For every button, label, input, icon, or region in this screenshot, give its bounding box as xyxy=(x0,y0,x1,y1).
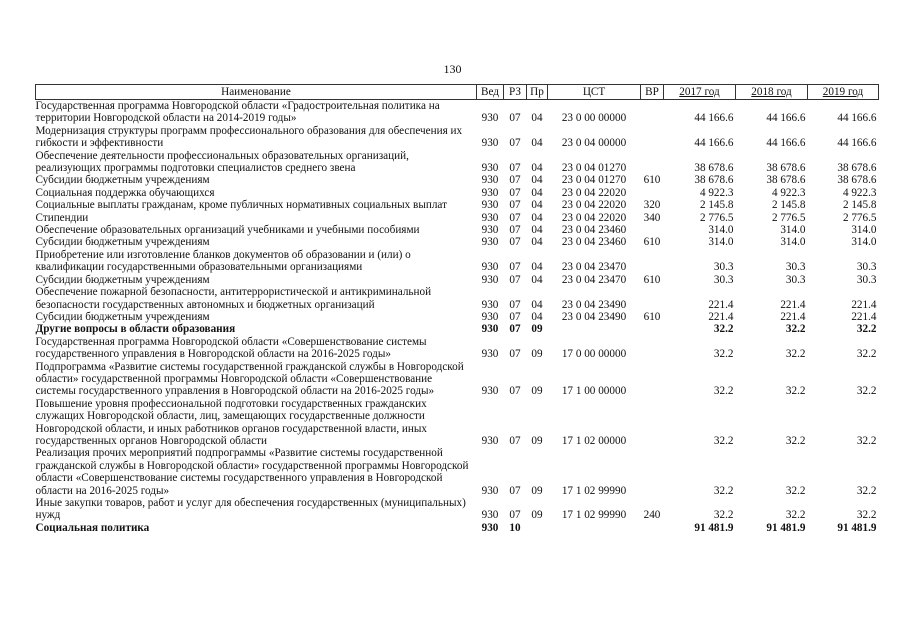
cell-y2017: 30.3 xyxy=(713,273,734,286)
cell-y2018: 32.2 xyxy=(785,323,806,336)
cell-rz: 07 xyxy=(509,186,521,199)
cell-y2017: 30.3 xyxy=(713,261,734,274)
cell-vr: 610 xyxy=(643,174,661,187)
cell-name: Государственная программа Новгородской области «Совершенствование системы государственного управления в Новгородской области на 2016-2025 годы» xyxy=(35,335,427,361)
cell-cst: 17 1 02 99990 xyxy=(561,509,627,522)
cell-vr xyxy=(641,447,664,497)
cell-ved: 930 xyxy=(481,236,499,249)
cell-y2018: 221.4 xyxy=(780,298,806,311)
cell-cst: 17 1 02 99990 xyxy=(561,484,627,497)
cell-cst: 23 0 04 01270 xyxy=(561,162,627,175)
cell-ved: 930 xyxy=(481,385,499,398)
cell-vr xyxy=(641,361,664,398)
cell-y2019: 38 678.6 xyxy=(837,162,877,175)
cell-y2018: 30.3 xyxy=(785,261,806,274)
cell-pr: 04 xyxy=(531,137,543,150)
cell-name: Иные закупки товаров, работ и услуг для обеспечения государственных (муниципальных) нужд xyxy=(35,497,466,522)
cell-ved: 930 xyxy=(481,162,499,175)
cell-pr: 09 xyxy=(531,385,543,398)
table-row xyxy=(36,274,879,286)
cell-y2018: 38 678.6 xyxy=(766,174,806,187)
cell-vr: 610 xyxy=(643,236,661,249)
cell-y2018: 4 922.3 xyxy=(771,186,806,199)
table-row xyxy=(36,150,879,175)
cell-rz: 07 xyxy=(509,199,521,212)
cell-vr xyxy=(641,286,664,311)
cell-pr: 04 xyxy=(531,112,543,125)
table-row xyxy=(36,447,879,497)
cell-name: Субсидии бюджетным учреждениям xyxy=(35,273,210,286)
cell-pr: 09 xyxy=(531,323,543,336)
cell-y2018: 314.0 xyxy=(780,236,806,249)
cell-y2017: 32.2 xyxy=(713,323,734,336)
cell-name: Социальные выплаты гражданам, кроме публичных нормативных социальных выплат xyxy=(35,199,447,212)
cell-pr: 09 xyxy=(531,509,543,522)
cell-y2018: 32.2 xyxy=(785,484,806,497)
cell-y2017: 32.2 xyxy=(713,509,734,522)
cell-y2019: 32.2 xyxy=(856,434,877,447)
cell-pr: 09 xyxy=(531,434,543,447)
cell-pr: 04 xyxy=(531,273,543,286)
cell-name: Обеспечение образовательных организаций учебниками и учебными пособиями xyxy=(35,224,420,237)
cell-y2019: 30.3 xyxy=(856,273,877,286)
cell-y2017: 44 166.6 xyxy=(694,137,734,150)
table-row xyxy=(36,323,879,335)
cell-cst: 23 0 00 00000 xyxy=(561,112,627,125)
cell-rz: 07 xyxy=(509,385,521,398)
cell-ved: 930 xyxy=(481,137,499,150)
cell-pr: 04 xyxy=(531,211,543,224)
header-name: Наименование xyxy=(36,85,477,100)
cell-ved: 930 xyxy=(481,199,499,212)
cell-rz: 07 xyxy=(509,211,521,224)
cell-pr: 04 xyxy=(531,310,543,323)
cell-y2019: 32.2 xyxy=(856,348,877,361)
table-row xyxy=(36,286,879,311)
cell-name: Реализация прочих мероприятий подпрограммы «Развитие системы государственной гражданской службы в Новгородской области» государственной программы Новгородской области «Совершенствование системы государственного управления в Новгородской области на 2016-2025 годы» xyxy=(35,447,469,497)
cell-cst: 23 0 04 23460 xyxy=(561,224,627,237)
cell-y2018: 32.2 xyxy=(785,434,806,447)
cell-rz: 07 xyxy=(509,236,521,249)
cell-rz: 07 xyxy=(509,261,521,274)
cell-y2019: 4 922.3 xyxy=(842,186,877,199)
table-row xyxy=(36,236,879,248)
cell-rz: 07 xyxy=(509,174,521,187)
cell-vr xyxy=(641,187,664,199)
cell-rz: 07 xyxy=(509,434,521,447)
header-2017: 2017 год xyxy=(664,85,736,100)
header-vr: ВР xyxy=(641,85,664,100)
table-row xyxy=(36,398,879,448)
cell-y2018: 2 145.8 xyxy=(771,199,806,212)
header-rz: РЗ xyxy=(504,85,527,100)
cell-y2019: 2 776.5 xyxy=(842,211,877,224)
cell-y2018: 44 166.6 xyxy=(766,112,806,125)
cell-y2019: 221.4 xyxy=(851,310,877,323)
cell-y2019: 44 166.6 xyxy=(837,137,877,150)
cell-y2018: 30.3 xyxy=(785,273,806,286)
cell-y2018: 221.4 xyxy=(780,310,806,323)
cell-vr xyxy=(641,224,664,236)
table-row xyxy=(36,100,879,125)
table-row xyxy=(36,249,879,274)
cell-rz: 10 xyxy=(509,521,521,534)
cell-name: Модернизация структуры программ профессионального образования для обеспечения их гибкости и эффективности xyxy=(35,124,463,150)
header-pr: Пр xyxy=(527,85,548,100)
cell-vr xyxy=(641,522,664,534)
cell-ved: 930 xyxy=(481,174,499,187)
table-row xyxy=(36,311,879,323)
header-2019: 2019 год xyxy=(808,85,879,100)
cell-y2018: 32.2 xyxy=(785,385,806,398)
cell-pr: 04 xyxy=(531,162,543,175)
cell-ved: 930 xyxy=(481,211,499,224)
cell-vr xyxy=(641,336,664,361)
cell-y2018: 314.0 xyxy=(780,224,806,237)
cell-cst: 23 0 04 23490 xyxy=(561,298,627,311)
cell-pr: 04 xyxy=(531,186,543,199)
cell-name: Социальная политика xyxy=(35,521,150,534)
cell-pr: 04 xyxy=(531,236,543,249)
cell-cst: 17 1 00 00000 xyxy=(561,385,627,398)
cell-name: Подпрограмма «Развитие системы государственной гражданской службы в Новгородской области» государственной программы Новгородской области «Совершенствование системы государственного управления в Новгородской области на 2016-2025 годы» xyxy=(35,360,464,398)
table-header-row xyxy=(36,85,879,100)
cell-name: Социальная поддержка обучающихся xyxy=(35,186,215,199)
cell-cst: 23 0 04 23470 xyxy=(561,273,627,286)
cell-cst xyxy=(548,323,641,335)
cell-vr xyxy=(641,150,664,175)
cell-y2019: 32.2 xyxy=(856,323,877,336)
cell-cst xyxy=(548,522,641,534)
cell-rz: 07 xyxy=(509,323,521,336)
cell-ved: 930 xyxy=(481,273,499,286)
table-row xyxy=(36,522,879,534)
cell-ved: 930 xyxy=(481,186,499,199)
cell-y2019: 2 145.8 xyxy=(842,199,877,212)
cell-cst: 23 0 04 22020 xyxy=(561,186,627,199)
cell-y2019: 32.2 xyxy=(856,484,877,497)
cell-y2019: 44 166.6 xyxy=(837,112,877,125)
cell-y2018: 38 678.6 xyxy=(766,162,806,175)
cell-y2017: 314.0 xyxy=(708,224,734,237)
table-row xyxy=(36,199,879,211)
cell-y2017: 32.2 xyxy=(713,484,734,497)
cell-ved: 930 xyxy=(481,298,499,311)
cell-y2017: 44 166.6 xyxy=(694,112,734,125)
table-row xyxy=(36,497,879,522)
cell-y2019: 38 678.6 xyxy=(837,174,877,187)
cell-cst: 23 0 04 23470 xyxy=(561,261,627,274)
cell-y2017: 38 678.6 xyxy=(694,174,734,187)
page-number: 130 xyxy=(443,62,462,76)
cell-y2017: 32.2 xyxy=(713,385,734,398)
table-row xyxy=(36,125,879,150)
cell-rz: 07 xyxy=(509,112,521,125)
cell-name: Субсидии бюджетным учреждениям xyxy=(35,236,210,249)
cell-ved: 930 xyxy=(481,224,499,237)
cell-name: Субсидии бюджетным учреждениям xyxy=(35,310,210,323)
budget-table xyxy=(35,84,879,534)
table-row xyxy=(36,174,879,186)
cell-ved: 930 xyxy=(481,509,499,522)
cell-vr xyxy=(641,323,664,335)
cell-y2017: 221.4 xyxy=(708,310,734,323)
cell-y2019: 221.4 xyxy=(851,298,877,311)
header-cst: ЦСТ xyxy=(548,85,641,100)
cell-name: Другие вопросы в области образования xyxy=(35,323,236,336)
cell-name: Приобретение или изготовление бланков документов об образовании и (или) о квалификации государственными образовательными организациями xyxy=(35,248,411,274)
table-row xyxy=(36,336,879,361)
cell-ved: 930 xyxy=(481,261,499,274)
cell-y2017: 221.4 xyxy=(708,298,734,311)
table-row xyxy=(36,187,879,199)
cell-name: Обеспечение деятельности профессиональных образовательных организаций, реализующих программы подготовки специалистов среднего звена xyxy=(35,149,409,175)
cell-pr: 04 xyxy=(531,174,543,187)
cell-ved: 930 xyxy=(481,434,499,447)
cell-y2018: 32.2 xyxy=(785,509,806,522)
cell-vr xyxy=(641,398,664,448)
cell-cst: 23 0 04 22020 xyxy=(561,211,627,224)
cell-y2017: 91 481.9 xyxy=(694,521,734,534)
header-2018: 2018 год xyxy=(736,85,808,100)
cell-y2017: 2 145.8 xyxy=(699,199,734,212)
cell-y2019: 30.3 xyxy=(856,261,877,274)
table-body xyxy=(36,100,879,535)
cell-y2017: 314.0 xyxy=(708,236,734,249)
cell-cst: 23 0 04 00000 xyxy=(561,137,627,150)
cell-pr xyxy=(527,522,548,534)
cell-rz: 07 xyxy=(509,273,521,286)
cell-vr: 610 xyxy=(643,273,661,286)
cell-cst: 23 0 04 23460 xyxy=(561,236,627,249)
cell-rz: 07 xyxy=(509,162,521,175)
cell-cst: 23 0 04 01270 xyxy=(561,174,627,187)
header-ved: Вед xyxy=(477,85,504,100)
cell-rz: 07 xyxy=(509,509,521,522)
table-row xyxy=(36,212,879,224)
cell-rz: 07 xyxy=(509,137,521,150)
cell-pr: 04 xyxy=(531,298,543,311)
cell-vr xyxy=(641,249,664,274)
cell-y2019: 32.2 xyxy=(856,385,877,398)
cell-y2017: 32.2 xyxy=(713,434,734,447)
cell-y2018: 91 481.9 xyxy=(766,521,806,534)
cell-y2017: 32.2 xyxy=(713,348,734,361)
cell-rz: 07 xyxy=(509,310,521,323)
cell-pr: 09 xyxy=(531,484,543,497)
cell-cst: 23 0 04 22020 xyxy=(561,199,627,212)
cell-rz: 07 xyxy=(509,298,521,311)
table-row xyxy=(36,361,879,398)
cell-pr: 04 xyxy=(531,224,543,237)
cell-y2019: 314.0 xyxy=(851,236,877,249)
cell-rz: 07 xyxy=(509,224,521,237)
table-row xyxy=(36,224,879,236)
cell-y2019: 91 481.9 xyxy=(837,521,877,534)
cell-y2017: 4 922.3 xyxy=(699,186,734,199)
cell-name: Повышение уровня профессиональной подготовки государственных гражданских служащих Новгородской области, лиц, замещающих государственные должности Новгородской области, и иных работников органов государственной власти, иных государственных органов Новгородской области xyxy=(35,397,428,447)
cell-vr xyxy=(641,100,664,125)
cell-y2017: 2 776.5 xyxy=(699,211,734,224)
cell-rz: 07 xyxy=(509,348,521,361)
cell-ved: 930 xyxy=(481,112,499,125)
cell-name: Субсидии бюджетным учреждениям xyxy=(35,174,210,187)
cell-ved: 930 xyxy=(481,310,499,323)
cell-ved: 930 xyxy=(481,323,499,336)
cell-name: Стипендии xyxy=(35,211,89,224)
cell-y2019: 314.0 xyxy=(851,224,877,237)
cell-y2018: 44 166.6 xyxy=(766,137,806,150)
cell-y2018: 32.2 xyxy=(785,348,806,361)
cell-cst: 17 1 02 00000 xyxy=(561,434,627,447)
cell-ved: 930 xyxy=(481,348,499,361)
cell-name: Обеспечение пожарной безопасности, антитеррористической и антикриминальной безопасности государственных автономных и бюджетных организаций xyxy=(35,286,432,311)
cell-y2017: 38 678.6 xyxy=(694,162,734,175)
cell-pr: 09 xyxy=(531,348,543,361)
cell-vr xyxy=(641,125,664,150)
cell-rz: 07 xyxy=(509,484,521,497)
cell-name: Государственная программа Новгородской области «Градостроительная политика на территории Новгородской области на 2014-2019 годы» xyxy=(35,100,440,125)
cell-y2018: 2 776.5 xyxy=(771,211,806,224)
cell-pr: 04 xyxy=(531,261,543,274)
cell-ved: 930 xyxy=(481,521,499,534)
cell-vr: 610 xyxy=(643,310,661,323)
cell-cst: 17 0 00 00000 xyxy=(561,348,627,361)
cell-vr: 320 xyxy=(643,199,661,212)
cell-pr: 04 xyxy=(531,199,543,212)
cell-ved: 930 xyxy=(481,484,499,497)
cell-y2019: 32.2 xyxy=(856,509,877,522)
cell-vr: 240 xyxy=(643,509,661,522)
cell-vr: 340 xyxy=(643,211,661,224)
cell-cst: 23 0 04 23490 xyxy=(561,310,627,323)
